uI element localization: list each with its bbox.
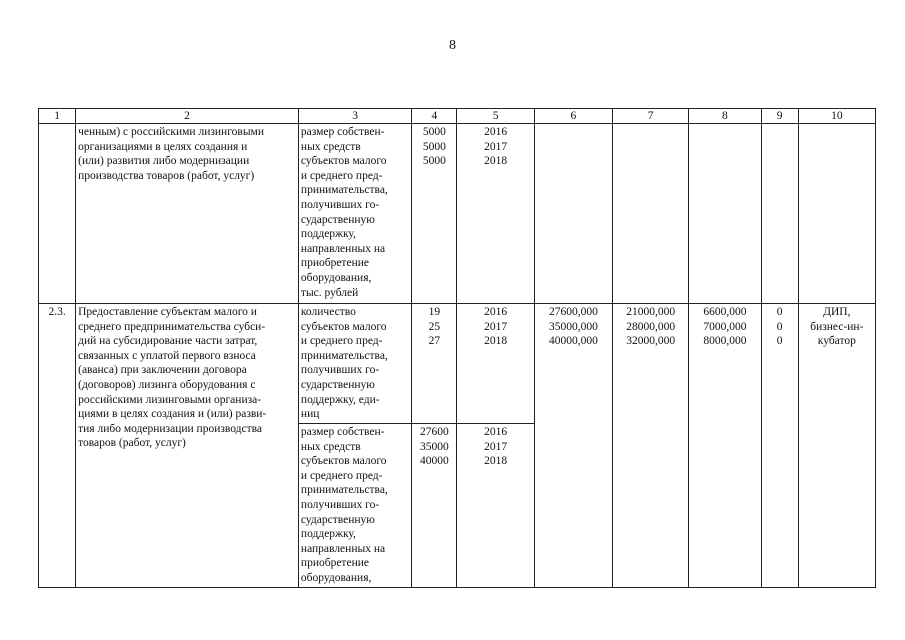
cell-line: 35000: [420, 440, 449, 453]
cell-line: бизнес-ин-: [810, 320, 864, 333]
cell-line: приобретение: [300, 557, 369, 570]
cell-line: ДИП,: [823, 306, 851, 318]
cell-line: ниц: [300, 408, 320, 421]
cell-line: принимательства,: [300, 484, 388, 497]
cell-line: принимательства,: [300, 349, 388, 362]
cell-line: 0: [776, 320, 783, 333]
cell-line: товаров (работ, услуг): [78, 437, 186, 450]
header-cell: 8: [689, 109, 761, 124]
cell-line: 8000,000: [703, 335, 747, 348]
cell-line: 19: [428, 306, 441, 318]
cell-amount-federal: [613, 304, 689, 588]
cell-line: 2018: [484, 335, 508, 348]
cell-indicator: [298, 124, 411, 304]
cell-line: и среднего пред-: [300, 335, 383, 348]
cell-line: тыс. рублей: [300, 286, 359, 299]
cell-line: субъектов малого: [300, 320, 387, 333]
cell-line: поддержку,: [300, 528, 356, 541]
header-row: [39, 109, 876, 124]
header-cell: 1: [39, 109, 76, 124]
cell-line: направленных на: [300, 242, 386, 255]
cell-indicator: [298, 304, 411, 424]
cell-line: 40000: [420, 455, 449, 468]
page-number: 8: [449, 38, 456, 53]
cell-line: 0: [776, 335, 783, 348]
cell-line: (договоров) лизинга оборудования с: [78, 378, 256, 391]
cell-line: сударственную: [300, 513, 375, 526]
cell-line: 2016: [484, 126, 508, 138]
header-cell: 4: [412, 109, 457, 124]
cell-line: российскими лизинговыми организа-: [78, 393, 262, 406]
cell-line: среднего предпринимательства субси-: [78, 320, 266, 333]
cell-target-values: [412, 124, 457, 304]
cell-line: 2017: [484, 140, 508, 153]
cell-line: 7000,000: [703, 320, 747, 333]
cell-line: тия либо модернизации производства: [78, 422, 263, 435]
cell-line: (или) развития либо модернизации: [78, 155, 250, 168]
cell-line: количество: [300, 306, 356, 318]
cell-amount-total: [534, 304, 612, 588]
cell-amount-regional: [689, 304, 761, 588]
cell-line: 2018: [484, 455, 508, 468]
cell-line: кубатор: [817, 335, 856, 348]
cell-line: 35000,000: [548, 320, 598, 333]
cell-line: 5000: [422, 155, 446, 168]
cell-line: 5000: [422, 140, 446, 153]
cell-line: получивших го-: [300, 198, 380, 211]
cell-line: 25: [428, 320, 441, 333]
cell-line: 27600: [420, 426, 449, 438]
cell-line: оборудования,: [300, 571, 372, 584]
cell-line: ченным) с российскими лизинговыми: [78, 126, 264, 138]
header-cell: 5: [457, 109, 534, 124]
header-cell: 3: [298, 109, 411, 124]
cell-number: [39, 124, 76, 304]
cell-line: 27600,000: [548, 306, 598, 318]
cell-line: 2016: [484, 426, 508, 438]
cell-line: 21000,000: [626, 306, 676, 318]
cell-years: [457, 304, 534, 424]
data-table: [38, 108, 876, 588]
cell-empty: [689, 124, 761, 304]
cell-executor: [798, 304, 875, 588]
cell-line: и среднего пред-: [300, 469, 383, 482]
cell-line: 2017: [484, 440, 508, 453]
cell-line: 0: [776, 306, 783, 318]
header-cell: 10: [798, 109, 875, 124]
cell-line: принимательства,: [300, 184, 388, 197]
cell-empty: [534, 124, 612, 304]
cell-line: 2017: [484, 320, 508, 333]
cell-line: 27: [428, 335, 441, 348]
cell-line: сударственную: [300, 378, 375, 391]
cell-line: 40000,000: [548, 335, 598, 348]
cell-line: 32000,000: [626, 335, 676, 348]
cell-line: (аванса) при заключении договора: [78, 364, 247, 377]
table-row-2-3a: [39, 304, 876, 424]
cell-target-values: [412, 304, 457, 424]
header-cell: 2: [76, 109, 299, 124]
cell-years: [457, 424, 534, 588]
cell-line: поддержку,: [300, 228, 356, 241]
header-cell: 9: [761, 109, 798, 124]
cell-line: 2018: [484, 155, 508, 168]
cell-amount-other: [761, 304, 798, 588]
cell-line: 6600,000: [703, 306, 747, 318]
cell-line: оборудования,: [300, 271, 372, 284]
cell-line: получивших го-: [300, 364, 380, 377]
cell-number: 2.3.: [39, 304, 76, 588]
cell-line: Предоставление субъектам малого и: [78, 306, 257, 318]
cell-line: 2016: [484, 306, 508, 318]
cell-target-values: [412, 424, 457, 588]
cell-line: 5000: [422, 126, 446, 138]
cell-empty: [613, 124, 689, 304]
cell-line: производства товаров (работ, услуг): [78, 169, 255, 182]
cell-indicator: [298, 424, 411, 588]
cell-line: организациями в целях создания и: [78, 140, 248, 153]
cell-years: [457, 124, 534, 304]
cell-line: ных средств: [300, 440, 361, 453]
cell-line: дий на субсидирование части затрат,: [78, 335, 258, 348]
cell-line: получивших го-: [300, 498, 380, 511]
cell-description: [76, 304, 299, 588]
header-cell: 7: [613, 109, 689, 124]
cell-line: и среднего пред-: [300, 169, 383, 182]
cell-line: ных средств: [300, 140, 361, 153]
cell-description: [76, 124, 299, 304]
cell-line: сударственную: [300, 213, 375, 226]
cell-line: поддержку, еди-: [300, 393, 380, 406]
cell-empty: [798, 124, 875, 304]
table-row-continued: [39, 124, 876, 304]
cell-line: циями в целях создания и (или) разви-: [78, 408, 267, 421]
cell-line: связанных с уплатой первого взноса: [78, 349, 256, 362]
header-cell: 6: [534, 109, 612, 124]
cell-line: направленных на: [300, 542, 386, 555]
cell-line: размер собствен-: [300, 126, 385, 138]
cell-line: размер собствен-: [300, 426, 385, 438]
cell-line: 28000,000: [626, 320, 676, 333]
cell-line: субъектов малого: [300, 155, 387, 168]
cell-line: субъектов малого: [300, 455, 387, 468]
cell-empty: [761, 124, 798, 304]
cell-line: приобретение: [300, 257, 369, 270]
